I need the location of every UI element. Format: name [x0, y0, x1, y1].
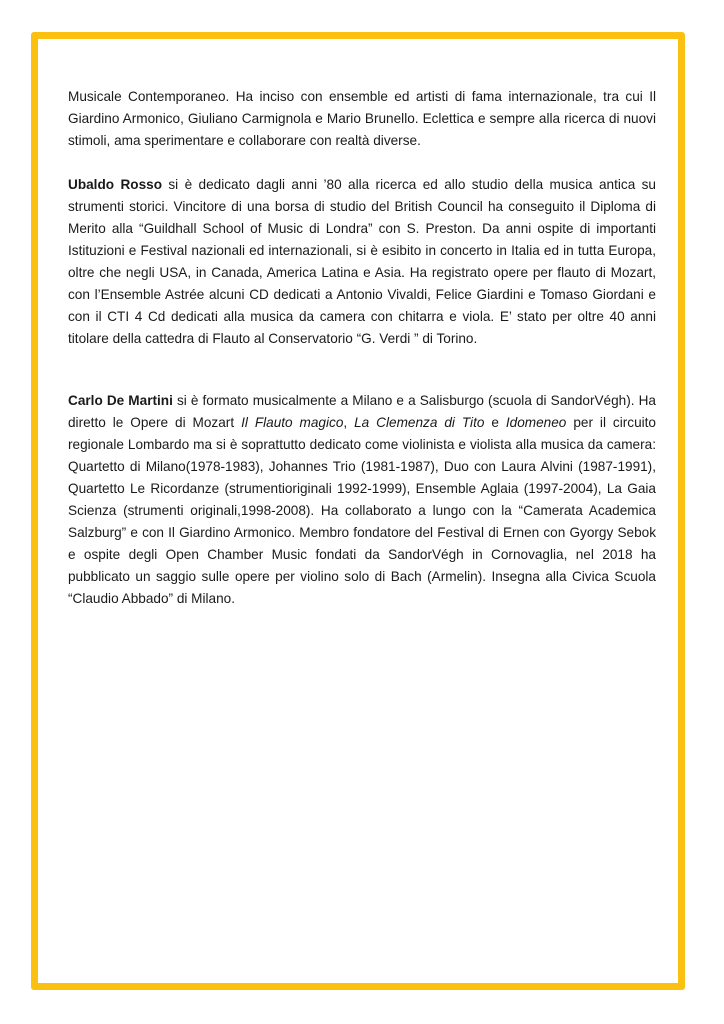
paragraph-ubaldo-rosso [68, 174, 656, 350]
paragraph-carlo-de-martini [68, 390, 656, 610]
paragraph-text: , [343, 415, 355, 430]
opera-title: Idomeneo [505, 415, 567, 430]
opera-title: La Clemenza di Tito [354, 415, 485, 430]
paragraph-continuation [68, 86, 656, 152]
paragraph-text: si è dedicato dagli anni ’80 alla ricerca ed allo studio della musica antica su strumenti storici. Vincitore di una borsa di studio del British Council ha conseguito il Diploma di Merito alla “Guildhall School of Music di Londra” con S. Preston. Da anni ospite di importanti Istituzioni e Festival nazionali ed internazionali, si è esibito in concerto in Italia ed in tutta Europa, oltre che negli USA, in Canada, America Latina e Asia. Ha registrato opere per flauto di Mozart, con l’Ensemble Astrée alcuni CD dedicati a Antonio Vivaldi, Felice Giardini e Tomaso Giordani e con il CTI 4 Cd dedicati alla musica da camera con chitarra e viola. E’ stato per oltre 40 anni titolare della cattedra di Flauto al Conservatorio “G. Verdi ” di Torino. [68, 177, 656, 346]
paragraph-text: per il circuito regionale Lombardo ma si è soprattutto dedicato come violinista e violista alla musica da camera: Quartetto di Milano(1978-1983), Johannes Trio (1981-1987), Duo con Laura Alvini (1987-1991), Quartetto Le Ricordanze (strumentioriginali 1992-1999), Ensemble Aglaia (1997-2004), La Gaia Scienza (strumenti originali,1998-2008). Ha collaborato a lungo con la “Camerata Academica Salzburg” e con Il Giardino Armonico. Membro fondatore del Festival di Ernen con Gyorgy Sebok e ospite degli Open Chamber Music fondati da SandorVégh in Cornovaglia, nel 2018 ha pubblicato un saggio sulle opere per violino solo di Bach (Armelin). Insegna alla Civica Scuola “Claudio Abbado” di Milano. [68, 415, 656, 606]
opera-title: Il Flauto magico [241, 415, 344, 430]
paragraph-text: e [484, 415, 506, 430]
person-name: Ubaldo Rosso [68, 177, 162, 192]
page-content [68, 86, 656, 610]
paragraph-text: si è formato musicalmente a Milano e a Salisburgo (scuola di SandorVégh). Ha diretto le Opere di Mozart [68, 393, 656, 430]
person-name: Carlo De Martini [68, 393, 173, 408]
paragraph-text: Musicale Contemporaneo. Ha inciso con ensemble ed artisti di fama internazionale, tra cui Il Giardino Armonico, Giuliano Carmignola e Mario Brunello. Eclettica e sempre alla ricerca di nuovi stimoli, ama sperimentare e collaborare con realtà diverse. [68, 89, 656, 148]
